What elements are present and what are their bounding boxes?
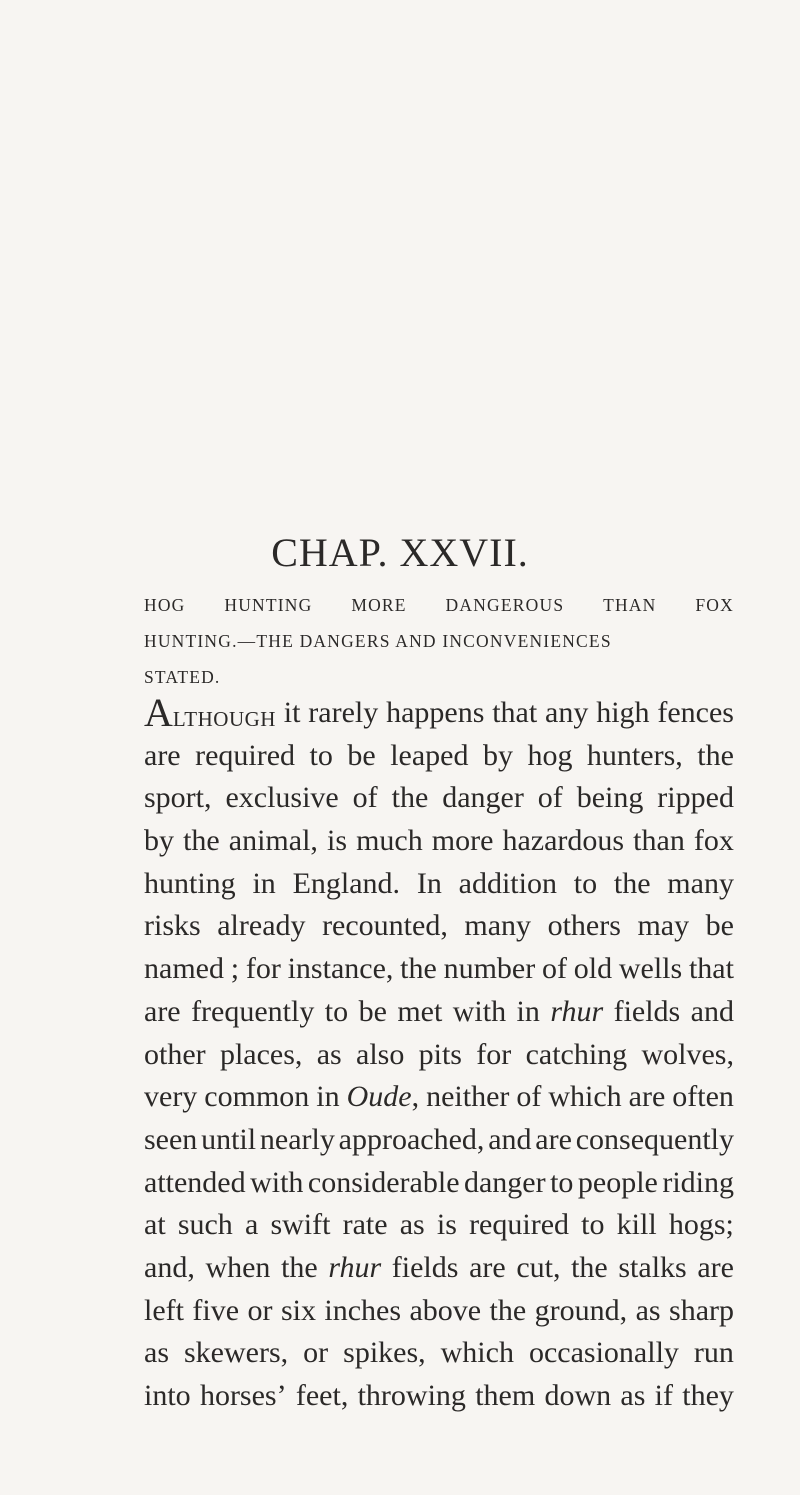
- word: of: [541, 952, 567, 986]
- text-line: [144, 1332, 734, 1375]
- text-line: [144, 820, 734, 863]
- word: fields: [391, 1250, 459, 1284]
- chapter-title: CHAP. XXVII.: [271, 530, 529, 575]
- summary-line-1: [144, 587, 734, 623]
- word: instance,: [287, 952, 394, 986]
- word: places,: [219, 1037, 303, 1071]
- word: if: [654, 1379, 673, 1412]
- word: fences: [657, 696, 734, 729]
- word: five: [192, 1293, 240, 1327]
- word: feet,: [295, 1379, 349, 1412]
- word: of: [352, 781, 378, 815]
- word: is: [436, 1208, 457, 1242]
- text-line: [144, 1119, 734, 1162]
- word: nearly: [259, 1122, 335, 1156]
- text-line: [144, 991, 734, 1034]
- word: risks: [144, 909, 201, 943]
- word: people: [577, 1165, 658, 1199]
- word: as: [620, 1379, 646, 1412]
- word: ground,: [534, 1293, 628, 1327]
- word: the: [400, 952, 437, 986]
- word: being: [576, 781, 644, 815]
- word: are: [628, 1080, 666, 1114]
- word: left: [144, 1293, 184, 1327]
- word: down: [544, 1379, 612, 1412]
- word: hog: [527, 738, 573, 772]
- word: to: [309, 738, 333, 772]
- summary-line-2: HUNTING.—THE DANGERS AND INCONVENIENCES: [144, 631, 612, 651]
- word: old: [573, 952, 613, 986]
- word: danger: [463, 1165, 546, 1199]
- word: animal,: [228, 824, 318, 858]
- word: sharp: [669, 1293, 734, 1327]
- word: attended: [144, 1165, 246, 1199]
- word: hunters,: [586, 738, 683, 772]
- word: when: [205, 1250, 271, 1284]
- word: of: [516, 1080, 542, 1114]
- word: in: [516, 994, 540, 1028]
- word: be: [705, 909, 734, 943]
- word: to: [324, 994, 349, 1028]
- word: be: [347, 738, 376, 772]
- word: is: [326, 824, 347, 858]
- word: number: [443, 952, 536, 986]
- word: considerable: [307, 1165, 460, 1199]
- word: other: [144, 1037, 206, 1071]
- word: throwing: [357, 1379, 466, 1412]
- word: the: [571, 1250, 608, 1284]
- word: recounted,: [322, 909, 448, 943]
- word: in: [252, 866, 276, 900]
- word: or: [247, 1293, 273, 1327]
- word: ;: [230, 952, 240, 986]
- word: are: [469, 1250, 506, 1284]
- word: named: [144, 952, 224, 986]
- word: many: [667, 866, 734, 900]
- text-line: [144, 1375, 734, 1418]
- word: fox: [693, 824, 734, 858]
- summary-word: DANGEROUS: [445, 595, 565, 615]
- word: that: [492, 696, 538, 729]
- word: in: [316, 1080, 340, 1114]
- word: to: [573, 866, 598, 900]
- word: for: [476, 1037, 512, 1071]
- word: hazardous: [502, 824, 625, 858]
- word: wells: [618, 952, 683, 986]
- word: as: [144, 1336, 169, 1370]
- summary-line-3: STATED.: [144, 667, 221, 687]
- word: frequently: [191, 994, 315, 1028]
- text-line: [144, 777, 734, 820]
- word: rarely: [308, 696, 379, 729]
- word: hogs;: [668, 1208, 734, 1242]
- text-line: [144, 1247, 734, 1290]
- word: which: [440, 1336, 514, 1370]
- word: catching: [525, 1037, 628, 1071]
- word: fields: [613, 994, 681, 1028]
- word: rhur: [550, 994, 604, 1028]
- summary-word: HOG: [144, 595, 186, 615]
- word: addition: [458, 866, 557, 900]
- word: and: [488, 1122, 532, 1156]
- word: wolves,: [641, 1037, 734, 1071]
- word: or: [303, 1336, 329, 1370]
- text-line: [144, 863, 734, 906]
- word: are: [535, 1122, 572, 1156]
- word: consequently: [575, 1122, 734, 1156]
- word: six: [280, 1293, 316, 1327]
- word: for: [245, 952, 281, 986]
- word: as: [635, 1293, 661, 1327]
- word: riding: [662, 1165, 734, 1199]
- word: are: [144, 738, 181, 772]
- word: and,: [144, 1250, 195, 1284]
- word: the: [613, 866, 651, 900]
- text-line: [144, 692, 734, 735]
- word: until: [201, 1122, 257, 1156]
- text-line: [144, 1290, 734, 1333]
- word: also: [356, 1037, 405, 1071]
- initial-letter: A: [144, 690, 173, 735]
- word: and: [690, 994, 734, 1028]
- word: common: [204, 1080, 310, 1114]
- word: rate: [342, 1208, 388, 1242]
- word: the: [183, 824, 220, 858]
- opening-word: [144, 692, 276, 735]
- word: England.: [292, 866, 401, 900]
- word: the: [391, 781, 429, 815]
- word: above: [409, 1293, 482, 1327]
- word: the: [489, 1293, 527, 1327]
- word: to: [581, 1208, 605, 1242]
- word: seen: [144, 1122, 198, 1156]
- word: met: [397, 994, 443, 1028]
- body-paragraph: [144, 692, 734, 1418]
- opening-word-rest: lthough: [172, 700, 276, 733]
- word: them: [475, 1379, 536, 1412]
- word: occasionally: [528, 1336, 679, 1370]
- word: rhur: [328, 1250, 382, 1284]
- word: hunting: [144, 866, 236, 900]
- summary-word: FOX: [695, 595, 734, 615]
- word: already: [217, 909, 306, 943]
- word: required: [195, 738, 296, 772]
- word: sport,: [144, 781, 212, 815]
- summary-word: MORE: [351, 595, 407, 615]
- word: ripped: [657, 781, 734, 815]
- word: than: [633, 824, 685, 858]
- word: such: [177, 1208, 233, 1242]
- word: that: [688, 952, 734, 986]
- word: more: [431, 824, 494, 858]
- word: a: [244, 1208, 259, 1242]
- word: are: [697, 1250, 734, 1284]
- text-line: [144, 735, 734, 778]
- text-line: [144, 1204, 734, 1247]
- word: be: [358, 994, 387, 1028]
- word: many: [464, 909, 532, 943]
- summary-word: HUNTING: [224, 595, 313, 615]
- word: leaped: [390, 738, 469, 772]
- word: inches: [324, 1293, 402, 1327]
- chapter-summary: [144, 587, 734, 695]
- word: Oude,: [346, 1080, 420, 1114]
- text-line: [144, 948, 734, 991]
- word: stalks: [618, 1250, 687, 1284]
- word: spikes,: [343, 1336, 426, 1370]
- word: with: [250, 1165, 304, 1199]
- word: danger: [442, 781, 524, 815]
- word: it: [283, 696, 301, 729]
- word: pits: [418, 1037, 462, 1071]
- word: neither: [426, 1080, 510, 1114]
- word: into: [144, 1379, 191, 1412]
- word: skewers,: [184, 1336, 289, 1370]
- word: are: [144, 994, 181, 1028]
- word: others: [547, 909, 621, 943]
- word: the: [697, 738, 734, 772]
- word: very: [144, 1080, 198, 1114]
- word: cut,: [516, 1250, 561, 1284]
- word: swift: [270, 1208, 331, 1242]
- word: at: [144, 1208, 166, 1242]
- word: by: [482, 738, 513, 772]
- word: which: [548, 1080, 622, 1114]
- word: exclusive: [225, 781, 339, 815]
- word: any: [545, 696, 589, 729]
- word: kill: [616, 1208, 657, 1242]
- text-line: [144, 1034, 734, 1077]
- word: often: [672, 1080, 734, 1114]
- word: as: [399, 1208, 425, 1242]
- word: much: [356, 824, 423, 858]
- word: may: [637, 909, 690, 943]
- word: In: [416, 866, 442, 900]
- word: run: [693, 1336, 734, 1370]
- word: they: [682, 1379, 734, 1412]
- word: high: [596, 696, 650, 729]
- word: horses’: [199, 1379, 287, 1412]
- word: of: [537, 781, 563, 815]
- word: happens: [386, 696, 485, 729]
- word: by: [144, 824, 174, 858]
- text-line: [144, 905, 734, 948]
- text-line: [144, 1162, 734, 1205]
- word: approached,: [338, 1122, 485, 1156]
- word: the: [281, 1250, 318, 1284]
- word: as: [316, 1037, 342, 1071]
- word: required: [469, 1208, 570, 1242]
- word: with: [452, 994, 507, 1028]
- word: to: [550, 1165, 574, 1199]
- text-line: [144, 1076, 734, 1119]
- summary-word: THAN: [603, 595, 657, 615]
